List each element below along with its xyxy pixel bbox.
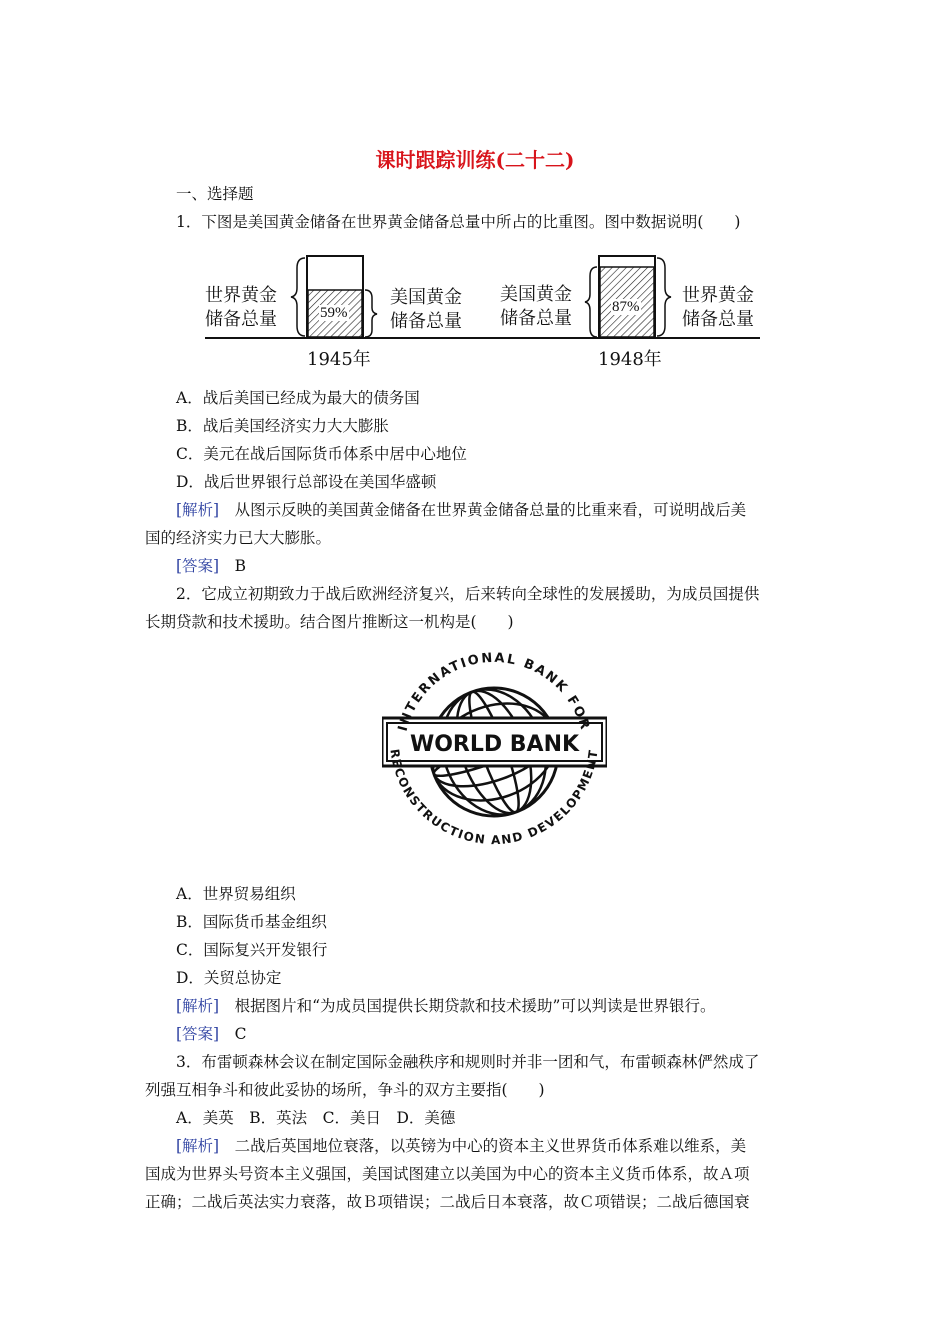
gold-reserve-figure xyxy=(205,250,765,375)
q1-stem: 1．下图是美国黄金储备在世界黄金储备总量中所占的比重图。图中数据说明( ) xyxy=(176,213,741,231)
brace-1945-us xyxy=(365,290,377,337)
q3-stem-cont: 列强互相争斗和彼此妥协的场所，争斗的双方主要指( ) xyxy=(145,1081,545,1099)
q3-analysis-cont-1: 国成为世界头号资本主义强国，美国试图建立以美国为中心的资本主义货币体系，故Ａ项 xyxy=(145,1165,750,1183)
q1-answer xyxy=(176,556,246,576)
q3-analysis xyxy=(176,1136,746,1156)
pct-1945: 59% xyxy=(320,305,348,321)
answer-text: C xyxy=(219,1025,247,1043)
analysis-tag: [解析] xyxy=(176,1137,220,1155)
label-1948-us-1: 美国黄金 xyxy=(500,284,572,305)
q1-option-d: D．战后世界银行总部设在美国华盛顿 xyxy=(176,473,437,491)
pct-1948: 87% xyxy=(612,299,640,315)
q2-analysis xyxy=(176,996,715,1016)
logo-center-text: WORLD BANK xyxy=(409,732,580,757)
analysis-text: 从图示反映的美国黄金储备在世界黄金储备总量的比重来看，可说明战后美 xyxy=(219,501,747,519)
q3-analysis-cont-2: 正确；二战后英法实力衰落，故Ｂ项错误；二战后日本衰落，故Ｃ项错误；二战后德国衰 xyxy=(145,1193,750,1211)
analysis-text: 二战后英国地位衰落，以英镑为中心的资本主义世界货币体系难以维系，美 xyxy=(219,1137,747,1155)
brace-1945-world xyxy=(291,258,305,336)
brace-1948-world xyxy=(657,258,671,336)
q2-stem-cont: 长期贷款和技术援助。结合图片推断这一机构是( ) xyxy=(145,613,514,631)
analysis-text: 根据图片和“为成员国提供长期贷款和技术援助”可以判读是世界银行。 xyxy=(219,997,716,1015)
label-1945-us-2: 储备总量 xyxy=(390,311,462,332)
q2-answer xyxy=(176,1024,246,1044)
world-bank-logo xyxy=(382,640,607,865)
q2-option-c: C．国际复兴开发银行 xyxy=(176,941,328,959)
analysis-tag: [解析] xyxy=(176,997,220,1015)
year-1945: 1945年 xyxy=(307,349,371,370)
label-1948-us-2: 储备总量 xyxy=(500,308,572,329)
year-1948: 1948年 xyxy=(598,349,662,370)
q1-option-b: B．战后美国经济实力大大膨胀 xyxy=(176,417,389,435)
q2-option-d: D．关贸总协定 xyxy=(176,969,282,987)
q2-option-b: B．国际货币基金组织 xyxy=(176,913,327,931)
q2-stem: 2．它成立初期致力于战后欧洲经济复兴，后来转向全球性的发展援助，为成员国提供 xyxy=(176,585,760,603)
q1-analysis xyxy=(176,500,746,520)
answer-tag: [答案] xyxy=(176,557,220,575)
section-heading: 一、选择题 xyxy=(176,185,254,203)
q3-options: A．美英 B．英法 C．美日 D．美德 xyxy=(176,1109,456,1127)
q1-option-a: A．战后美国已经成为最大的债务国 xyxy=(176,389,420,407)
q1-option-c: C．美元在战后国际货币体系中居中心地位 xyxy=(176,445,467,463)
logo-ring-bottom: RECONSTRUCTION AND DEVELOPMENT xyxy=(387,748,601,848)
label-1945-world-1: 世界黄金 xyxy=(205,285,277,306)
q3-stem: 3．布雷顿森林会议在制定国际金融秩序和规则时并非一团和气，布雷顿森林俨然成了 xyxy=(176,1053,760,1071)
q1-analysis-cont: 国的经济实力已大大膨胀。 xyxy=(145,529,332,547)
label-1948-world-2: 储备总量 xyxy=(682,309,754,330)
analysis-tag: [解析] xyxy=(176,501,220,519)
label-1948-world-1: 世界黄金 xyxy=(682,285,754,306)
page-title: 课时跟踪训练(二十二) xyxy=(375,148,575,172)
answer-text: B xyxy=(219,557,246,575)
label-1945-us-1: 美国黄金 xyxy=(390,287,462,308)
q2-option-a: A．世界贸易组织 xyxy=(176,885,296,903)
answer-tag: [答案] xyxy=(176,1025,220,1043)
brace-1948-us xyxy=(585,267,597,337)
logo-ring-top: INTERNATIONAL BANK FOR xyxy=(395,650,593,733)
label-1945-world-2: 储备总量 xyxy=(205,309,277,330)
